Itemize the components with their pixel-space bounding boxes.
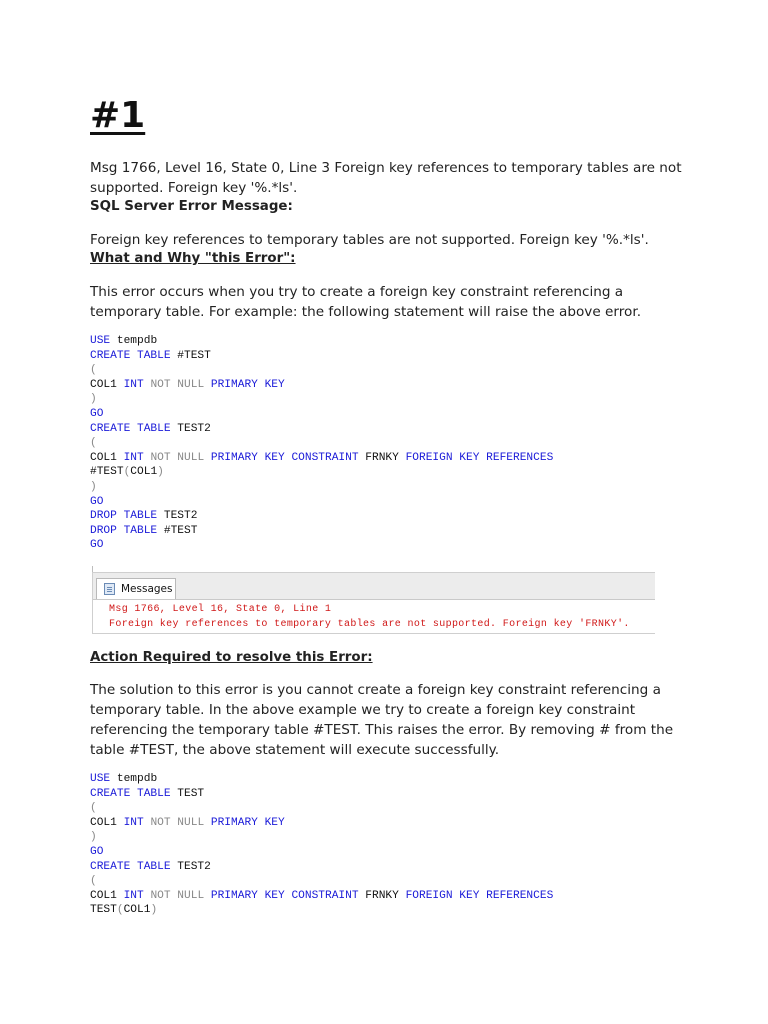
code-token: NOT NULL <box>143 451 211 464</box>
code-keyword: GO <box>90 495 104 508</box>
error-line-1: Msg 1766, Level 16, State 0, Line 1 <box>109 604 332 615</box>
code-keyword: INT <box>123 451 144 464</box>
messages-panel <box>92 572 655 634</box>
code-token: NOT NULL <box>143 378 211 391</box>
code-token: ) <box>90 831 97 844</box>
code-token: #TEST <box>157 524 198 537</box>
code-keyword: GO <box>90 845 104 858</box>
code-token: ) <box>90 480 97 493</box>
code-token: FRNKY <box>358 889 406 902</box>
code-token: COL1 <box>90 889 124 902</box>
code-line <box>90 378 553 393</box>
code-line <box>90 772 553 787</box>
code-token: TEST <box>90 904 117 917</box>
code-line <box>90 509 553 524</box>
code-keyword: PRIMARY KEY <box>210 378 285 391</box>
code-token: tempdb <box>110 773 158 785</box>
code-line <box>90 407 553 422</box>
code-token: tempdb <box>110 335 158 347</box>
code-keyword: FOREIGN KEY REFERENCES <box>405 889 554 902</box>
code-token: NOT NULL <box>143 889 211 902</box>
code-keyword: INT <box>123 378 144 391</box>
code-token: #TEST <box>170 349 211 362</box>
code-line <box>90 830 553 845</box>
intro-paragraph: Msg 1766, Level 16, State 0, Line 3 Foreign key references to temporary tables are not supported. Foreign key '%.*ls'. <box>90 160 682 196</box>
code-token: ( <box>123 466 131 479</box>
code-token: COL1 <box>90 816 124 829</box>
code-line <box>90 465 553 480</box>
code-line <box>90 363 553 378</box>
code-keyword: DROP TABLE <box>90 510 158 523</box>
code-token: ( <box>90 875 97 888</box>
section-sql-error-text: Foreign key references to temporary tables are not supported. Foreign key '%.*ls'. <box>90 232 649 248</box>
code-line <box>90 436 553 451</box>
code-line <box>90 422 553 437</box>
code-token: COL1 <box>90 451 124 464</box>
code-line <box>90 538 553 553</box>
code-keyword: USE <box>90 773 111 785</box>
code-keyword: DROP TABLE <box>90 524 158 537</box>
code-keyword: GO <box>90 539 104 552</box>
code-keyword: INT <box>123 816 144 829</box>
code-line <box>90 787 553 802</box>
code-block-solution <box>90 772 553 918</box>
code-token: TEST2 <box>157 510 198 523</box>
messages-icon <box>104 583 115 595</box>
messages-tab-bar <box>93 573 655 600</box>
code-keyword: PRIMARY KEY CONSTRAINT <box>210 451 359 464</box>
code-line <box>90 480 553 495</box>
code-token: ) <box>90 393 97 406</box>
code-line <box>90 874 553 889</box>
section-what-why-title: What and Why "this Error": <box>90 251 296 266</box>
code-token: #TEST <box>90 466 124 479</box>
code-line <box>90 349 553 364</box>
code-line <box>90 845 553 860</box>
code-keyword: GO <box>90 407 104 420</box>
code-token: ( <box>90 437 97 450</box>
messages-output <box>109 603 630 632</box>
code-token: FRNKY <box>358 451 406 464</box>
section-sql-error-title: SQL Server Error Message: <box>90 199 293 214</box>
messages-tab-label: Messages <box>121 583 173 595</box>
code-block-error-example <box>90 334 553 553</box>
code-keyword: CREATE TABLE <box>90 787 171 800</box>
code-line <box>90 495 553 510</box>
code-token: ) <box>157 466 164 479</box>
section-action-title: Action Required to resolve this Error: <box>90 650 373 665</box>
code-token: COL1 <box>90 378 124 391</box>
code-line <box>90 334 553 349</box>
messages-tab[interactable] <box>96 578 176 599</box>
code-token: NOT NULL <box>143 816 211 829</box>
code-token: TEST2 <box>170 422 211 435</box>
code-line <box>90 801 553 816</box>
code-token: ) <box>150 904 158 917</box>
code-keyword: PRIMARY KEY CONSTRAINT <box>210 889 359 902</box>
code-keyword: PRIMARY KEY <box>210 816 285 829</box>
code-token: TEST2 <box>170 860 211 873</box>
code-keyword: CREATE TABLE <box>90 422 171 435</box>
code-line <box>90 860 553 875</box>
code-token: TEST <box>170 787 205 800</box>
code-token: ( <box>90 364 97 377</box>
code-token: ( <box>90 802 97 815</box>
code-line <box>90 451 553 466</box>
section-what-why-text: This error occurs when you try to create a foreign key constraint referencing a temporary table. For example: the following statement will raise the above error. <box>90 284 642 320</box>
code-token: COL1 <box>123 904 151 917</box>
page-title: #1 <box>90 95 146 136</box>
code-line <box>90 392 553 407</box>
code-line <box>90 524 553 539</box>
code-line <box>90 903 553 918</box>
code-keyword: INT <box>123 889 144 902</box>
code-keyword: CREATE TABLE <box>90 349 171 362</box>
code-token: COL1 <box>130 466 158 479</box>
code-keyword: CREATE TABLE <box>90 860 171 873</box>
code-keyword: USE <box>90 335 111 347</box>
code-token: ( <box>116 904 124 917</box>
section-action-text: The solution to this error is you cannot create a foreign key constraint referencing a temporary table. In the above example we try to create a foreign key constraint referencing the temporary table #TEST. This raises the error. By removing # from the table #TEST, the above statement will execute successfully. <box>90 682 674 758</box>
code-line <box>90 889 553 904</box>
code-line <box>90 816 553 831</box>
code-keyword: FOREIGN KEY REFERENCES <box>405 451 554 464</box>
error-line-2: Foreign key references to temporary tables are not supported. Foreign key 'FRNKY'. <box>109 618 630 630</box>
